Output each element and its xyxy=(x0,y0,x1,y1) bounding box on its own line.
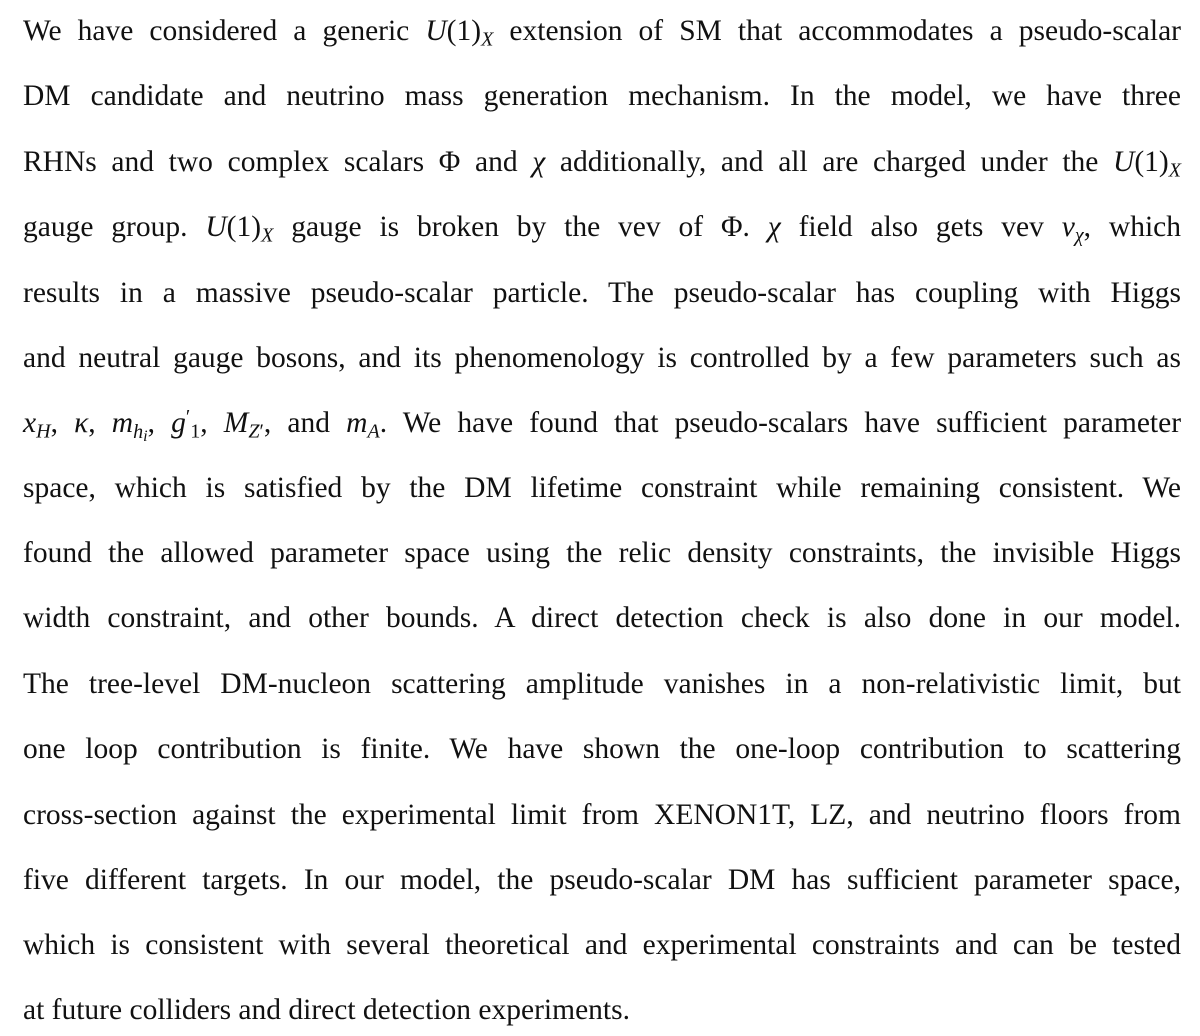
paragraph-line-16: at future colliders and direct detection experiments. xyxy=(23,994,630,1026)
paragraph-line-12: one loop contribution is finite. We have shown the one-loop contribution to scattering xyxy=(23,733,1181,765)
paragraph-line-4: gauge group. $U(1)_X$ gauge is broken by the vev of Φ. χ field also gets vev $v_\chi$, which xyxy=(23,211,1181,247)
paragraph-line-2: DM candidate and neutrino mass generation mechanism. In the model, we have three xyxy=(23,80,1181,112)
paragraph-line-14: five different targets. In our model, the pseudo-scalar DM has sufficient parameter space, xyxy=(23,864,1181,896)
paragraph-line-10: width constraint, and other bounds. A direct detection check is also done in our model. xyxy=(23,602,1181,634)
paragraph-line-1: We have considered a generic $U(1)_X$ extension of SM that accommodates a pseudo-scalar xyxy=(23,15,1181,51)
paragraph-line-15: which is consistent with several theoretical and experimental constraints and can be tested xyxy=(23,929,1181,961)
paragraph-line-9: found the allowed parameter space using the relic density constraints, the invisible Higgs xyxy=(23,537,1181,569)
paragraph-line-5: results in a massive pseudo-scalar particle. The pseudo-scalar has coupling with Higgs xyxy=(23,277,1181,309)
paragraph-line-6: and neutral gauge bosons, and its phenomenology is controlled by a few parameters such as xyxy=(23,342,1181,374)
paragraph-line-3: RHNs and two complex scalars Φ and χ additionally, and all are charged under the $U(1)_X$ xyxy=(23,146,1181,182)
paragraph-line-7: $x_H$, κ, $m_{h_i}$, $g'_1$, $M_{Z'}$, and $m_A$. We have found that pseudo-scalars have sufficient parameter xyxy=(23,405,1182,445)
paragraph-line-13: cross-section against the experimental limit from XENON1T, LZ, and neutrino floors from xyxy=(23,799,1181,831)
paragraph-line-8: space, which is satisfied by the DM lifetime constraint while remaining consistent. We xyxy=(23,472,1181,504)
paragraph-line-11: The tree-level DM-nucleon scattering amplitude vanishes in a non-relativistic limit, but xyxy=(23,668,1181,700)
